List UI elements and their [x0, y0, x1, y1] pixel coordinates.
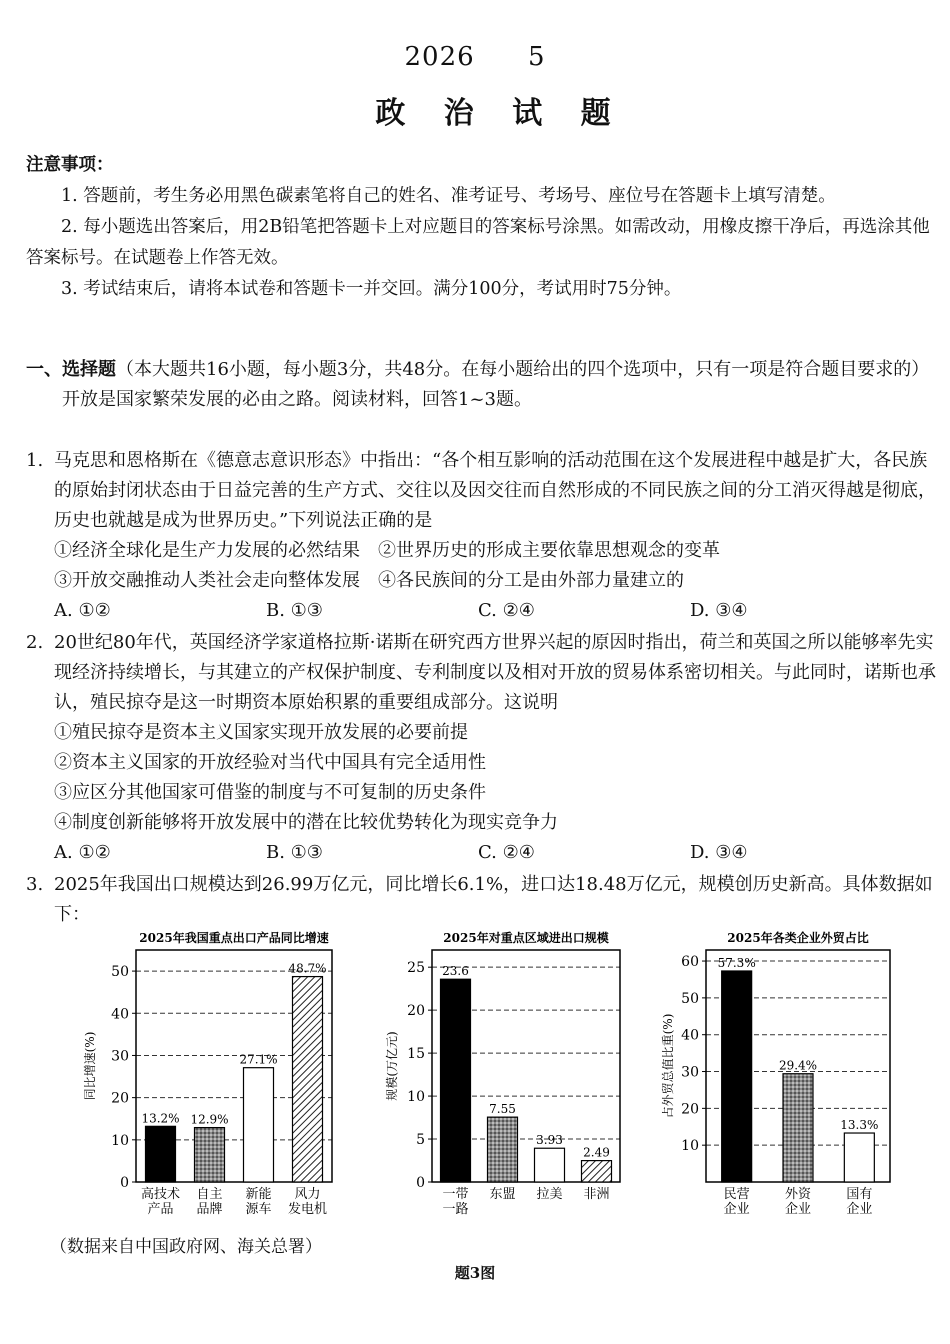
category-label: 企业: [723, 1202, 750, 1217]
option-b: B. ①③: [266, 600, 323, 621]
category-label: 产品: [147, 1202, 174, 1217]
bar: [582, 1161, 612, 1182]
bar: [844, 1133, 874, 1182]
bar: [441, 979, 471, 1182]
exam-year: 2026: [404, 42, 475, 72]
statement: ④制度创新能够将开放发展中的潜在比较优势转化为现实竞争力: [54, 812, 558, 833]
category-label: 品牌: [196, 1202, 223, 1217]
y-tick-label: 10: [681, 1138, 699, 1155]
question-stem: 2025年我国出口规模达到26.99万亿元，同比增长6.1%，进口达18.48万亿元，规模创历史新高。具体数据如下：: [54, 874, 933, 925]
statement: ①殖民掠夺是资本主义国家实现开放发展的必要前提: [54, 722, 468, 743]
question-1: [26, 446, 936, 626]
chart-region-trade: [382, 928, 632, 1222]
category-label: 拉美: [536, 1187, 563, 1202]
y-tick-label: 10: [407, 1089, 425, 1106]
option-a: A. ①②: [54, 842, 111, 863]
notice-heading: 注意事项：: [26, 155, 114, 175]
category-label: 高技术: [140, 1187, 181, 1202]
y-tick-label: 20: [407, 1003, 425, 1020]
option-d: D. ③④: [690, 600, 748, 621]
category-label: 民营: [723, 1187, 750, 1202]
data-label: 12.9%: [190, 1112, 229, 1127]
statement: ③应区分其他国家可借鉴的制度与不可复制的历史条件: [54, 782, 486, 803]
bar: [293, 977, 323, 1182]
data-source-note: （数据来自中国政府网、海关总署）: [50, 1237, 322, 1257]
category-label: 企业: [846, 1202, 873, 1217]
option-b: B. ①③: [266, 842, 323, 863]
bar: [535, 1148, 565, 1182]
category-label: 一带: [442, 1187, 469, 1202]
section-intro: 开放是国家繁荣发展的必由之路。阅读材料，回答1~3题。: [62, 389, 532, 410]
exam-month: 5: [527, 42, 546, 72]
question-2: [26, 628, 936, 868]
chart-title: 2025年我国重点出口产品同比增速: [139, 931, 329, 945]
bar: [146, 1126, 176, 1182]
bar: [488, 1117, 518, 1182]
chart-region-trade-svg: [382, 928, 632, 1218]
option-c: C. ②④: [478, 600, 535, 621]
category-label: 自主: [196, 1187, 223, 1202]
question-stem: 20世纪80年代，英国经济学家道格拉斯·诺斯在研究西方世界兴起的原因时指出，荷兰和英国之所以能够率先实现经济持续增长，与其建立的产权保护制度、专利制度以及相对开放的贸易体系密切相关。与此同时，诺斯也承认，殖民掠夺是这一时期资本原始积累的重要组成部分。这说明: [54, 632, 936, 713]
bar: [244, 1068, 274, 1182]
chart-enterprise-share-svg: [658, 928, 898, 1218]
y-tick-label: 40: [681, 1027, 699, 1044]
chart-export-growth: [80, 928, 340, 1222]
y-tick-label: 40: [111, 1006, 129, 1023]
bar: [722, 971, 752, 1182]
bar: [783, 1074, 813, 1182]
section-heading: 一、选择题: [26, 359, 116, 380]
y-tick-label: 25: [407, 960, 425, 977]
chart-title: 2025年各类企业外贸占比: [727, 931, 869, 945]
question-number: 1.: [26, 450, 44, 471]
y-axis-label: 占外贸总值比重(%): [661, 1013, 675, 1119]
question-number: 2.: [26, 632, 44, 653]
chart-title: 2025年对重点区域进出口规模: [443, 931, 609, 945]
y-tick-label: 10: [111, 1132, 129, 1149]
section-desc: （本大题共16小题，每小题3分，共48分。在每小题给出的四个选项中，只有一项是符合题目要求的）: [116, 359, 930, 380]
data-label: 23.6: [442, 964, 469, 979]
data-label: 48.7%: [288, 961, 327, 976]
category-label: 国有: [846, 1187, 873, 1202]
y-tick-label: 20: [681, 1101, 699, 1118]
exam-title: 政 治 试 题: [375, 96, 625, 131]
category-label: 新能: [245, 1187, 272, 1202]
data-label: 7.55: [489, 1102, 516, 1117]
category-label: 外资: [784, 1187, 812, 1202]
data-label: 27.1%: [239, 1052, 278, 1067]
exam-header: [0, 42, 950, 72]
section-header: [26, 355, 936, 415]
category-label: 风力: [294, 1187, 321, 1202]
options-row: [54, 596, 936, 626]
category-label: 非洲: [583, 1187, 610, 1202]
y-tick-label: 5: [416, 1132, 425, 1149]
y-tick-label: 50: [681, 990, 699, 1007]
notice-item-3: 3. 考试结束后，请将本试卷和答题卡一并交回。满分100分，考试用时75分钟。: [61, 279, 682, 299]
figure-caption: 题3图: [454, 1264, 496, 1282]
data-label: 13.2%: [141, 1111, 180, 1126]
y-axis-label: 规模(万亿元): [385, 1031, 399, 1101]
notice-block: [26, 150, 936, 305]
y-tick-label: 30: [681, 1064, 699, 1081]
question-stem: 马克思和恩格斯在《德意志意识形态》中指出：“各个相互影响的活动范围在这个发展进程中越是扩大，各民族的原始封闭状态由于日益完善的生产方式、交往以及因交往而自然形成的不同民族之间的分工消灭得越是彻底，历史也就越是成为世界历史。”下列说法正确的是: [54, 450, 936, 531]
y-tick-label: 15: [407, 1046, 425, 1063]
option-d: D. ③④: [690, 842, 748, 863]
category-label: 企业: [784, 1202, 812, 1217]
y-tick-label: 0: [120, 1175, 129, 1191]
data-label: 2.49: [583, 1145, 610, 1160]
statement: ①经济全球化是生产力发展的必然结果 ②世界历史的形成主要依靠思想观念的变革: [54, 540, 720, 561]
y-tick-label: 50: [111, 964, 129, 981]
category-label: 东盟: [489, 1187, 516, 1202]
y-tick-label: 60: [681, 954, 699, 971]
options-row: [54, 838, 936, 868]
notice-item-1: 1. 答题前，考生务必用黑色碳素笔将自己的姓名、准考证号、考场号、座位号在答题卡上填写清楚。: [61, 186, 836, 206]
data-label: 57.3%: [717, 955, 756, 970]
category-label: 一路: [442, 1202, 469, 1217]
statement: ③开放交融推动人类社会走向整体发展 ④各民族间的分工是由外部力量建立的: [54, 570, 684, 591]
data-label: 13.3%: [840, 1118, 879, 1133]
y-axis-label: 同比增速(%): [83, 1031, 97, 1101]
question-number: 3.: [26, 874, 44, 895]
category-label: 发电机: [287, 1202, 328, 1217]
y-tick-label: 30: [111, 1048, 129, 1065]
category-label: 源车: [245, 1202, 272, 1217]
option-a: A. ①②: [54, 600, 111, 621]
y-tick-label: 20: [111, 1090, 129, 1107]
data-label: 3.93: [536, 1133, 563, 1148]
data-label: 29.4%: [778, 1058, 818, 1073]
bar: [195, 1128, 225, 1182]
statement: ②资本主义国家的开放经验对当代中国具有完全适用性: [54, 752, 486, 773]
option-c: C. ②④: [478, 842, 535, 863]
question-3: [26, 870, 936, 930]
chart-export-growth-svg: [80, 928, 340, 1218]
chart-enterprise-share: [658, 928, 898, 1222]
y-tick-label: 0: [416, 1175, 425, 1191]
notice-item-2: 2. 每小题选出答案后，用2B铅笔把答题卡上对应题目的答案标号涂黑。如需改动，用橡皮擦干净后，再选涂其他答案标号。在试题卷上作答无效。: [26, 217, 930, 268]
